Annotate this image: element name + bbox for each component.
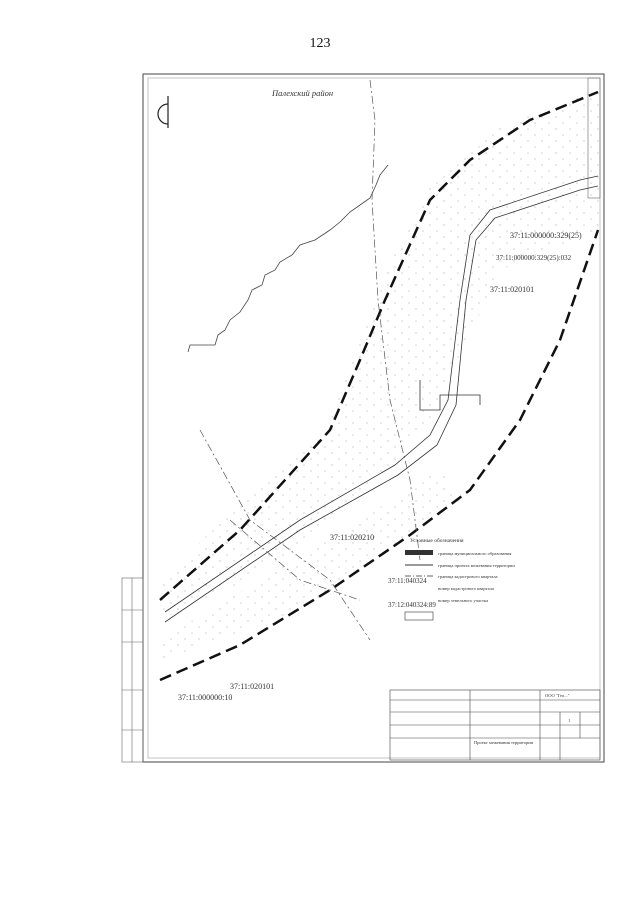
cadastral-label: 37:11:020210: [330, 533, 375, 542]
cadastral-label: 37:12:040324:89: [388, 601, 436, 609]
legend-item: граница кадастрового квартала: [438, 574, 498, 579]
legend-item: номер кадастрового квартала: [438, 586, 494, 591]
title-block-sheet: 1: [568, 718, 571, 723]
north-arrow-icon: [158, 96, 168, 128]
title-block-document: Проект межевания территории: [474, 740, 534, 745]
district-label: Палехский район: [272, 88, 334, 98]
legend-title: Условные обозначения: [410, 538, 464, 544]
binding-stamp: [122, 578, 143, 762]
cadastral-label: 37:11:000000:329(25): [510, 231, 582, 240]
title-block-organization: ООО "Гео...": [545, 693, 570, 698]
cadastral-label: 37:11:040324: [388, 577, 427, 585]
title-block: [390, 690, 600, 760]
legend-item: номер земельного участка: [438, 598, 489, 603]
legend-item: граница муниципального образования: [438, 551, 512, 556]
legend-item: граница проекта межевания территории: [438, 563, 515, 568]
cadastral-label: 37:11:020101: [490, 285, 535, 294]
cadastral-label: 37:11:000000:10: [178, 693, 233, 702]
cadastral-label: 37:11:000000:329(25):032: [496, 254, 572, 262]
cadastral-label: 37:11:020101: [230, 682, 275, 691]
page-number: 123: [309, 36, 331, 51]
stepped-boundary: [188, 165, 388, 352]
